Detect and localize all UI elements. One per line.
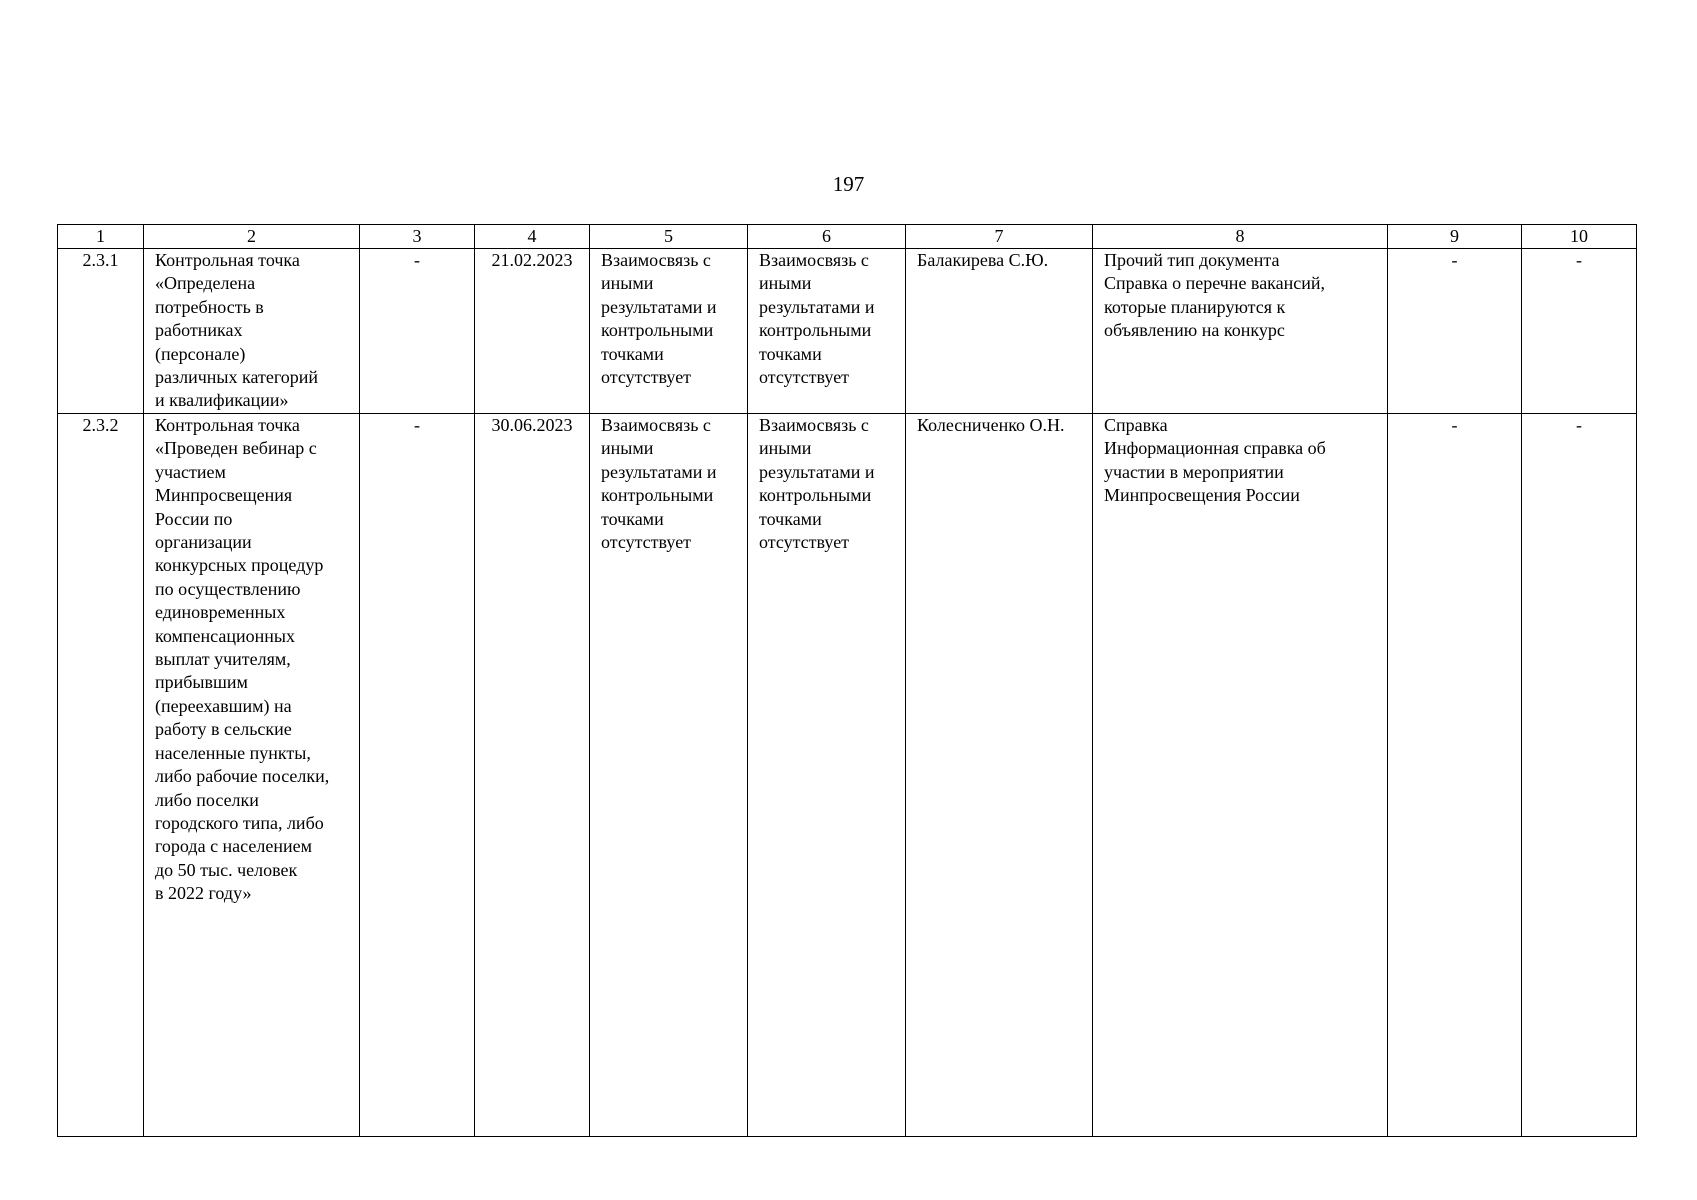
relationship-cell xyxy=(590,414,748,1137)
column-3-value: - xyxy=(360,249,475,414)
cell-text-line: в 2022 году» xyxy=(155,883,252,904)
cell-text-line: города с населением xyxy=(155,836,312,857)
column-number-8: 8 xyxy=(1093,225,1388,249)
cell-text-line: конкурсных процедур xyxy=(155,555,324,576)
cell-text-line: участием xyxy=(155,461,226,482)
cell-text-line: прибывшим xyxy=(155,672,248,693)
cell-text-line: населенные пункты, xyxy=(155,742,311,763)
cell-text-line: Взаимосвязь с xyxy=(601,415,711,435)
cell-text-line: работу в сельские xyxy=(155,719,292,740)
cell-text-line: Взаимосвязь с xyxy=(759,415,869,435)
cell-text-line: единовременных xyxy=(155,602,286,623)
responsible-person: Балакирева С.Ю. xyxy=(906,249,1093,414)
column-number-1: 1 xyxy=(58,225,144,249)
control-point-name xyxy=(144,414,360,1137)
cell-text-line: иными xyxy=(759,273,812,294)
cell-text-line: «Проведен вебинар с xyxy=(155,438,317,459)
control-points-table xyxy=(57,224,1637,1137)
column-number-4: 4 xyxy=(475,225,590,249)
row-number: 2.3.2 xyxy=(58,414,144,1137)
page-number: 197 xyxy=(832,172,865,196)
cell-text-line: контрольными xyxy=(759,320,872,341)
cell-text-line: отсутствует xyxy=(601,532,692,553)
column-10-value: - xyxy=(1522,249,1637,414)
cell-text-line: участии в мероприятии xyxy=(1104,461,1284,482)
column-3-value: - xyxy=(360,414,475,1137)
cell-text-line: Прочий тип документа xyxy=(1104,250,1280,270)
cell-text-line: России по xyxy=(155,508,233,529)
cell-text-line: Взаимосвязь с xyxy=(601,250,711,270)
cell-text-line: отсутствует xyxy=(601,367,692,388)
date-cell: 21.02.2023 xyxy=(475,249,590,414)
column-number-2: 2 xyxy=(144,225,360,249)
cell-text-line: иными xyxy=(601,273,654,294)
cell-text-line: объявлению на конкурс xyxy=(1104,320,1285,341)
document-type xyxy=(1093,414,1388,1137)
column-number-5: 5 xyxy=(590,225,748,249)
cell-text-line: выплат учителям, xyxy=(155,649,291,670)
cell-text-line: Справка xyxy=(1104,415,1168,435)
cell-text-line: контрольными xyxy=(759,485,872,506)
cell-text-line: контрольными xyxy=(601,485,714,506)
cell-text-line: Информационная справка об xyxy=(1104,438,1326,459)
column-10-value: - xyxy=(1522,414,1637,1137)
cell-text-line: компенсационных xyxy=(155,625,295,646)
cell-text-line: работниках xyxy=(155,320,243,341)
cell-text-line: результатами и xyxy=(601,296,717,317)
cell-text-line: по осуществлению xyxy=(155,578,301,599)
table-header-row xyxy=(58,225,1637,249)
column-number-10: 10 xyxy=(1522,225,1637,249)
cell-text-line: Взаимосвязь с xyxy=(759,250,869,270)
cell-text-line: точками xyxy=(759,508,822,529)
column-9-value: - xyxy=(1388,414,1522,1137)
cell-text-line: городского типа, либо xyxy=(155,812,324,833)
cell-text-line: отсутствует xyxy=(759,532,850,553)
column-number-7: 7 xyxy=(906,225,1093,249)
column-number-9: 9 xyxy=(1388,225,1522,249)
column-number-6: 6 xyxy=(748,225,906,249)
column-number-3: 3 xyxy=(360,225,475,249)
cell-text-line: иными xyxy=(601,438,654,459)
table-row xyxy=(58,249,1637,414)
column-9-value: - xyxy=(1388,249,1522,414)
cell-text-line: результатами и xyxy=(759,296,875,317)
relationship-cell xyxy=(748,249,906,414)
cell-text-line: либо поселки xyxy=(155,789,259,810)
cell-text-line: которые планируются к xyxy=(1104,296,1286,317)
document-type xyxy=(1093,249,1388,414)
cell-text-line: Контрольная точка xyxy=(155,250,300,270)
cell-text-line: Контрольная точка xyxy=(155,415,300,435)
cell-text-line: «Определена xyxy=(155,273,256,294)
date-cell: 30.06.2023 xyxy=(475,414,590,1137)
cell-text-line: точками xyxy=(601,508,664,529)
cell-text-line: (персонале) xyxy=(155,343,246,364)
cell-text-line: потребность в xyxy=(155,296,264,317)
cell-text-line: (переехавшим) на xyxy=(155,695,292,716)
relationship-cell xyxy=(590,249,748,414)
cell-text-line: до 50 тыс. человек xyxy=(155,859,298,880)
row-number: 2.3.1 xyxy=(58,249,144,414)
cell-text-line: контрольными xyxy=(601,320,714,341)
responsible-person: Колесниченко О.Н. xyxy=(906,414,1093,1137)
cell-text-line: отсутствует xyxy=(759,367,850,388)
cell-text-line: Минпросвещения xyxy=(155,485,293,506)
table-row xyxy=(58,414,1637,1137)
control-point-name xyxy=(144,249,360,414)
cell-text-line: иными xyxy=(759,438,812,459)
cell-text-line: Справка о перечне вакансий, xyxy=(1104,273,1326,294)
cell-text-line: организации xyxy=(155,532,252,553)
cell-text-line: либо рабочие поселки, xyxy=(155,766,330,787)
cell-text-line: различных категорий xyxy=(155,367,319,388)
cell-text-line: результатами и xyxy=(601,461,717,482)
cell-text-line: точками xyxy=(601,343,664,364)
cell-text-line: и квалификации» xyxy=(155,390,289,411)
relationship-cell xyxy=(748,414,906,1137)
cell-text-line: Минпросвещения России xyxy=(1104,485,1300,506)
cell-text-line: результатами и xyxy=(759,461,875,482)
cell-text-line: точками xyxy=(759,343,822,364)
